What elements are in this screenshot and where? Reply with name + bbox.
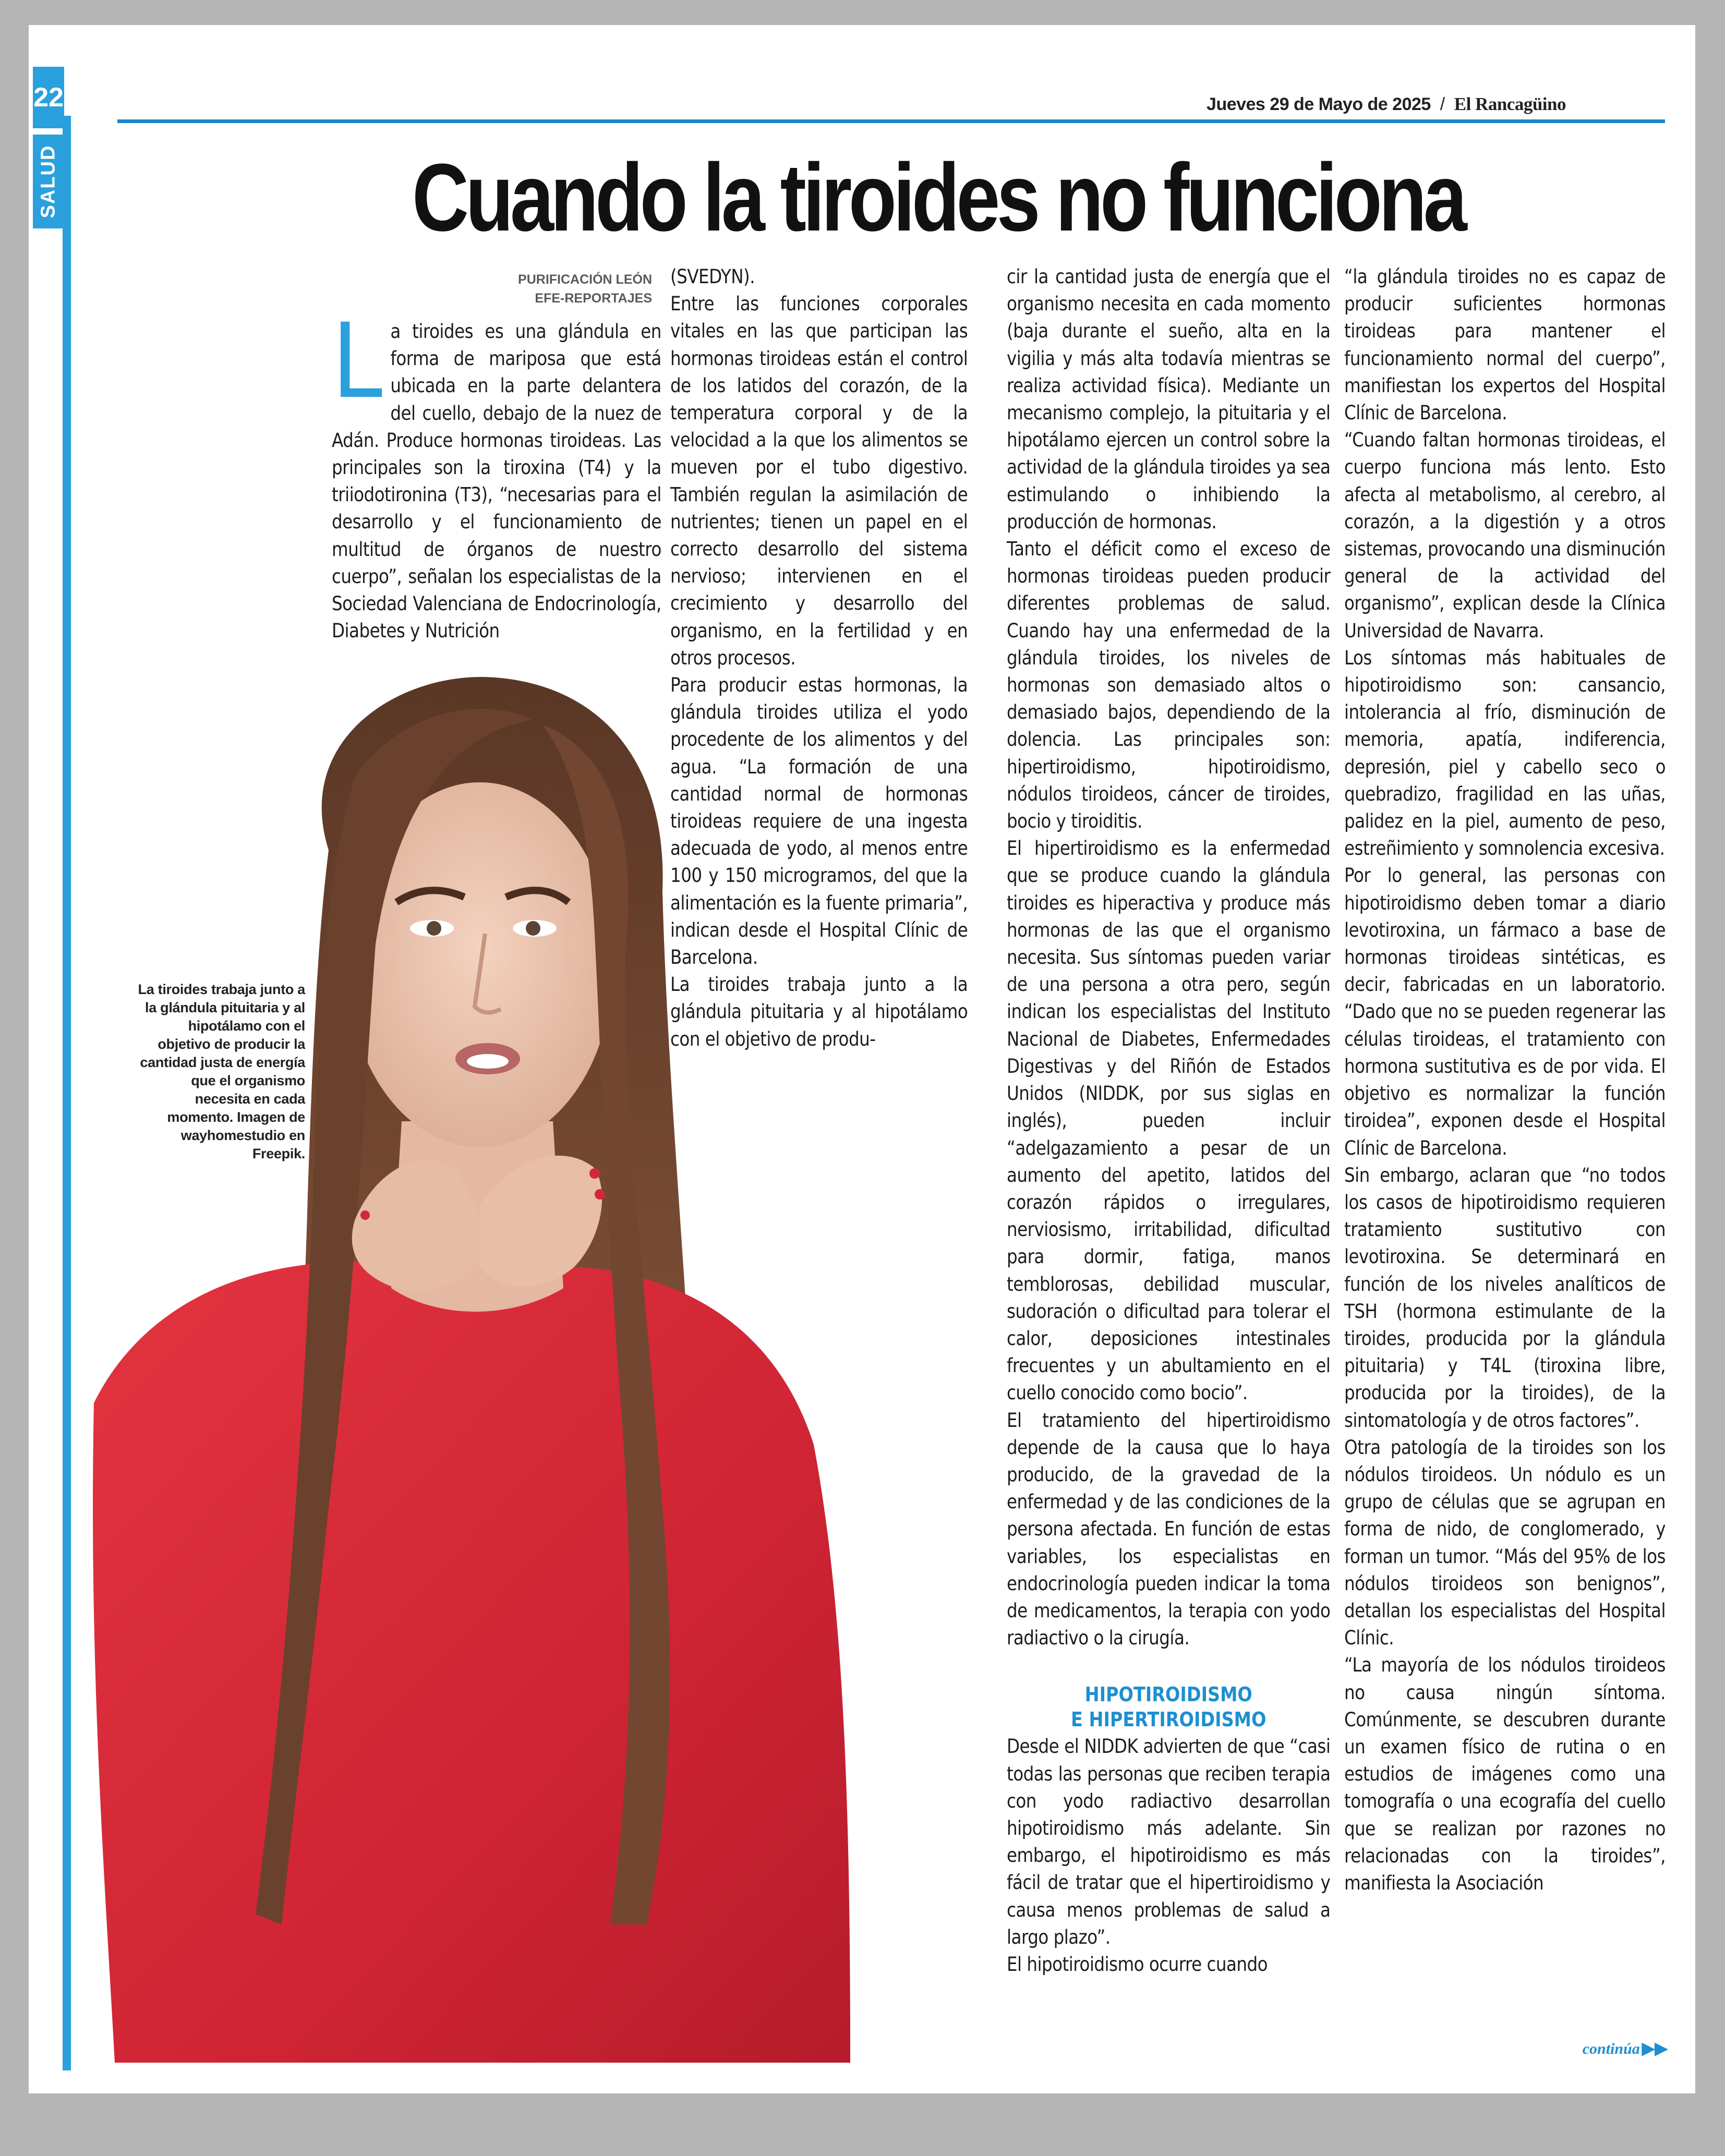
subhead-line: HIPOTIROIDISMO: [1084, 1683, 1252, 1706]
section-tag: [33, 135, 64, 228]
newspaper-name: El Rancagüino: [1454, 94, 1566, 114]
paragraph: cir la cantidad justa de energía que el organismo necesita en cada momento (baja durante el sueño, alta en la vigilia y más alta todavía mientras se realiza actividad física). Mediante un mecanismo complejo, la pituitaria y el hipotálamo ejercen un control sobre la actividad de la glándula tiroides ya sea estimulando o inhibiendo la producción de hormonas.: [1007, 265, 1331, 533]
paragraph: “Cuando faltan hormonas tiroideas, el cuerpo funciona más lento. Esto afecta al metabolismo, al cerebro, al corazón, a la digestión y a otros sistemas, provocando una disminución general de la actividad del organismo”, explican desde la Clínica Universidad de Navarra.: [1344, 429, 1666, 642]
section-side-bar: [63, 116, 71, 2070]
photo-caption: La tiroides trabaja junto a la glándula pituitaria y al hipotálamo con el objetivo de producir la cantidad justa de energía que el organismo necesita en cada momento. Imagen de wayhomestudio en Freepik.: [138, 982, 305, 1161]
paragraph: Entre las funciones corporales vitales en las que participan las hormonas tiroideas están el control de los latidos del corazón, de la temperatura corporal y de la velocidad a la que los alimentos se mueven por el tubo digestivo. También regulan la asimilación de nutrientes; tienen un papel en el correcto desarrollo del sistema nervioso; intervienen en el crecimiento y desarrollo del organismo, en la fertilidad y en otros procesos.: [670, 293, 968, 669]
page-header: [1207, 94, 1566, 115]
byline: [428, 270, 652, 308]
paragraph: (SVEDYN).: [670, 265, 755, 288]
byline-agency: EFE-REPORTAJES: [535, 291, 652, 306]
paragraph: El hipotiroidismo ocurre cuando: [1007, 1953, 1268, 1976]
paragraph: Los síntomas más habituales de hipotiroidismo son: cansancio, intolerancia al frío, disminución de memoria, apatía, indiferencia, depresión, piel y cabello seco o quebradizo, fragilidad en las uñas, palidez en la piel, aumento de peso, estreñimiento y somnolencia excesiva.: [1344, 646, 1666, 860]
article-headline: Cuando la tiroides no funciona: [412, 143, 1464, 251]
paragraph: Otra patología de la tiroides son los nódulos tiroideos. Un nódulo es un grupo de células que se agrupan en forma de nido, de conglomerado, y forman un tumor. “Más del 95% de los nódulos tiroideos son benignos”, detallan los especialistas del Hospital Clínic.: [1344, 1436, 1666, 1650]
paragraph: Tanto el déficit como el exceso de hormonas tiroideas pueden producir diferentes problemas de salud. Cuando hay una enfermedad de la glándula tiroides, los niveles de hormonas son demasiado altos o demasiado bajos, dependiendo de la dolencia. Las principales son: hipertiroidismo, hipotiroidismo, nódulos tiroideos, cáncer de tiroides, bocio y tiroiditis.: [1007, 538, 1331, 833]
paragraph: Para producir estas hormonas, la glándula tiroides utiliza el yodo procedente de los alimentos y del agua. “La formación de una cantidad normal de hormonas tiroideas requiere de una ingesta adecuada de yodo, al menos entre 100 y 150 microgramos, del que la alimentación es la fuente primaria”, indican desde el Hospital Clínic de Barcelona.: [670, 674, 968, 969]
paragraph: La tiroides trabaja junto a la glándula pituitaria y al hipotálamo con el objetivo de produ-: [670, 973, 968, 1050]
article-column-2: [670, 263, 968, 1213]
article-column-3: [1007, 263, 1330, 2057]
header-rule: [117, 119, 1665, 123]
double-arrow-icon: ▶▶: [1642, 2039, 1668, 2057]
section-subhead: [1007, 1682, 1330, 1732]
continues-link[interactable]: [1583, 2038, 1668, 2058]
paragraph: “la glándula tiroides no es capaz de producir suficientes hormonas tiroideas para mantener el funcionamiento normal del cuerpo”, manifiestan los expertos del Hospital Clínic de Barcelona.: [1344, 265, 1666, 425]
paragraph: a tiroides es una glándula en forma de mariposa que está ubicada en la parte delantera del cuello, debajo de la nuez de Adán. Produce hormonas tiroideas. Las principales son la tiroxina (T4) y la triiodotironina (T3), “necesarias para el desarrollo y el funcionamiento de multitud de órganos de nuestro cuerpo”, señalan los especialistas de la Sociedad Valenciana de Endocrinología, Diabetes y Nutrición: [332, 320, 661, 643]
continues-label: continúa: [1582, 2040, 1640, 2057]
issue-date: Jueves 29 de Mayo de 2025: [1207, 94, 1431, 114]
paragraph: Desde el NIDDK advierten de que “casi todas las personas que reciben terapia con yodo radiactivo desarrollan hipotiroidismo más adelante. Sin embargo, el hipotiroidismo es más fácil de tratar que el hipertiroidismo y causa menos problemas de salud a largo plazo”.: [1007, 1735, 1331, 1948]
paragraph: El hipertiroidismo es la enfermedad que se produce cuando la glándula tiroides es hiperactiva y produce más hormonas de las que el organismo necesita. Sus síntomas pueden variar de una persona a otra pero, según indican los especialistas del Instituto Nacional de Diabetes, Enfermedades Digestivas y del Riñón de Estados Unidos (NIDDK, por sus siglas en inglés), pueden incluir “adelgazamiento a pesar de un aumento del apetito, latidos del corazón rápidos o irregulares, nerviosismo, irritabilidad, dificultad para dormir, fatiga, manos temblorosas, debilidad muscular, sudoración o dificultad para tolerar el calor, deposiciones intestinales frecuentes y un abultamiento en el cuello conocido como bocio”.: [1007, 837, 1331, 1404]
drop-cap: L: [332, 301, 382, 421]
section-label: SALUD: [37, 144, 59, 219]
header-separator: /: [1440, 94, 1445, 114]
paragraph: “La mayoría de los nódulos tiroideos no causa ningún síntoma. Comúnmente, se descubren durante un examen físico de rutina o en estudios de imágenes como una tomografía o una ecografía del cuello que se realizan por razones no relacionadas con la tiroides”, manifiesta la Asociación: [1344, 1654, 1666, 1894]
article-column-1: [332, 301, 661, 678]
paragraph: El tratamiento del hipertiroidismo depende de la causa que lo haya producido, de la gravedad de la enfermedad y de las condiciones de la persona afectada. En función de estas variables, los especialistas en endocrinología pueden indicar la toma de medicamentos, la terapia con yodo radiactivo o la cirugía.: [1007, 1409, 1331, 1650]
article-column-4: [1344, 263, 1666, 2057]
subhead-line: E HIPERTIROIDISMO: [1071, 1708, 1266, 1731]
paragraph: Sin embargo, aclaran que “no todos los casos de hipotiroidismo requieren tratamiento sustitutivo con levotiroxina. Se determinará en función de los niveles analíticos de TSH (hormona estimulante de la tiroides, producida por la glándula pituitaria) y T4L (tiroxina libre, producida por la tiroides), de la sintomatología y de otros factores”.: [1344, 1164, 1666, 1432]
byline-author: PURIFICACIÓN LEÓN: [518, 272, 652, 287]
paragraph: Por lo general, las personas con hipotiroidismo deben tomar a diario levotiroxina, un fármaco a base de hormonas tiroideas sintéticas, es decir, fabricadas en un laboratorio. “Dado que no se pueden regenerar las células tiroideas, el tratamiento con hormona sustitutiva es de por vida. El objetivo es normalizar la función tiroidea”, exponen desde el Hospital Clínic de Barcelona.: [1344, 864, 1666, 1159]
page-number: 22: [33, 67, 64, 128]
